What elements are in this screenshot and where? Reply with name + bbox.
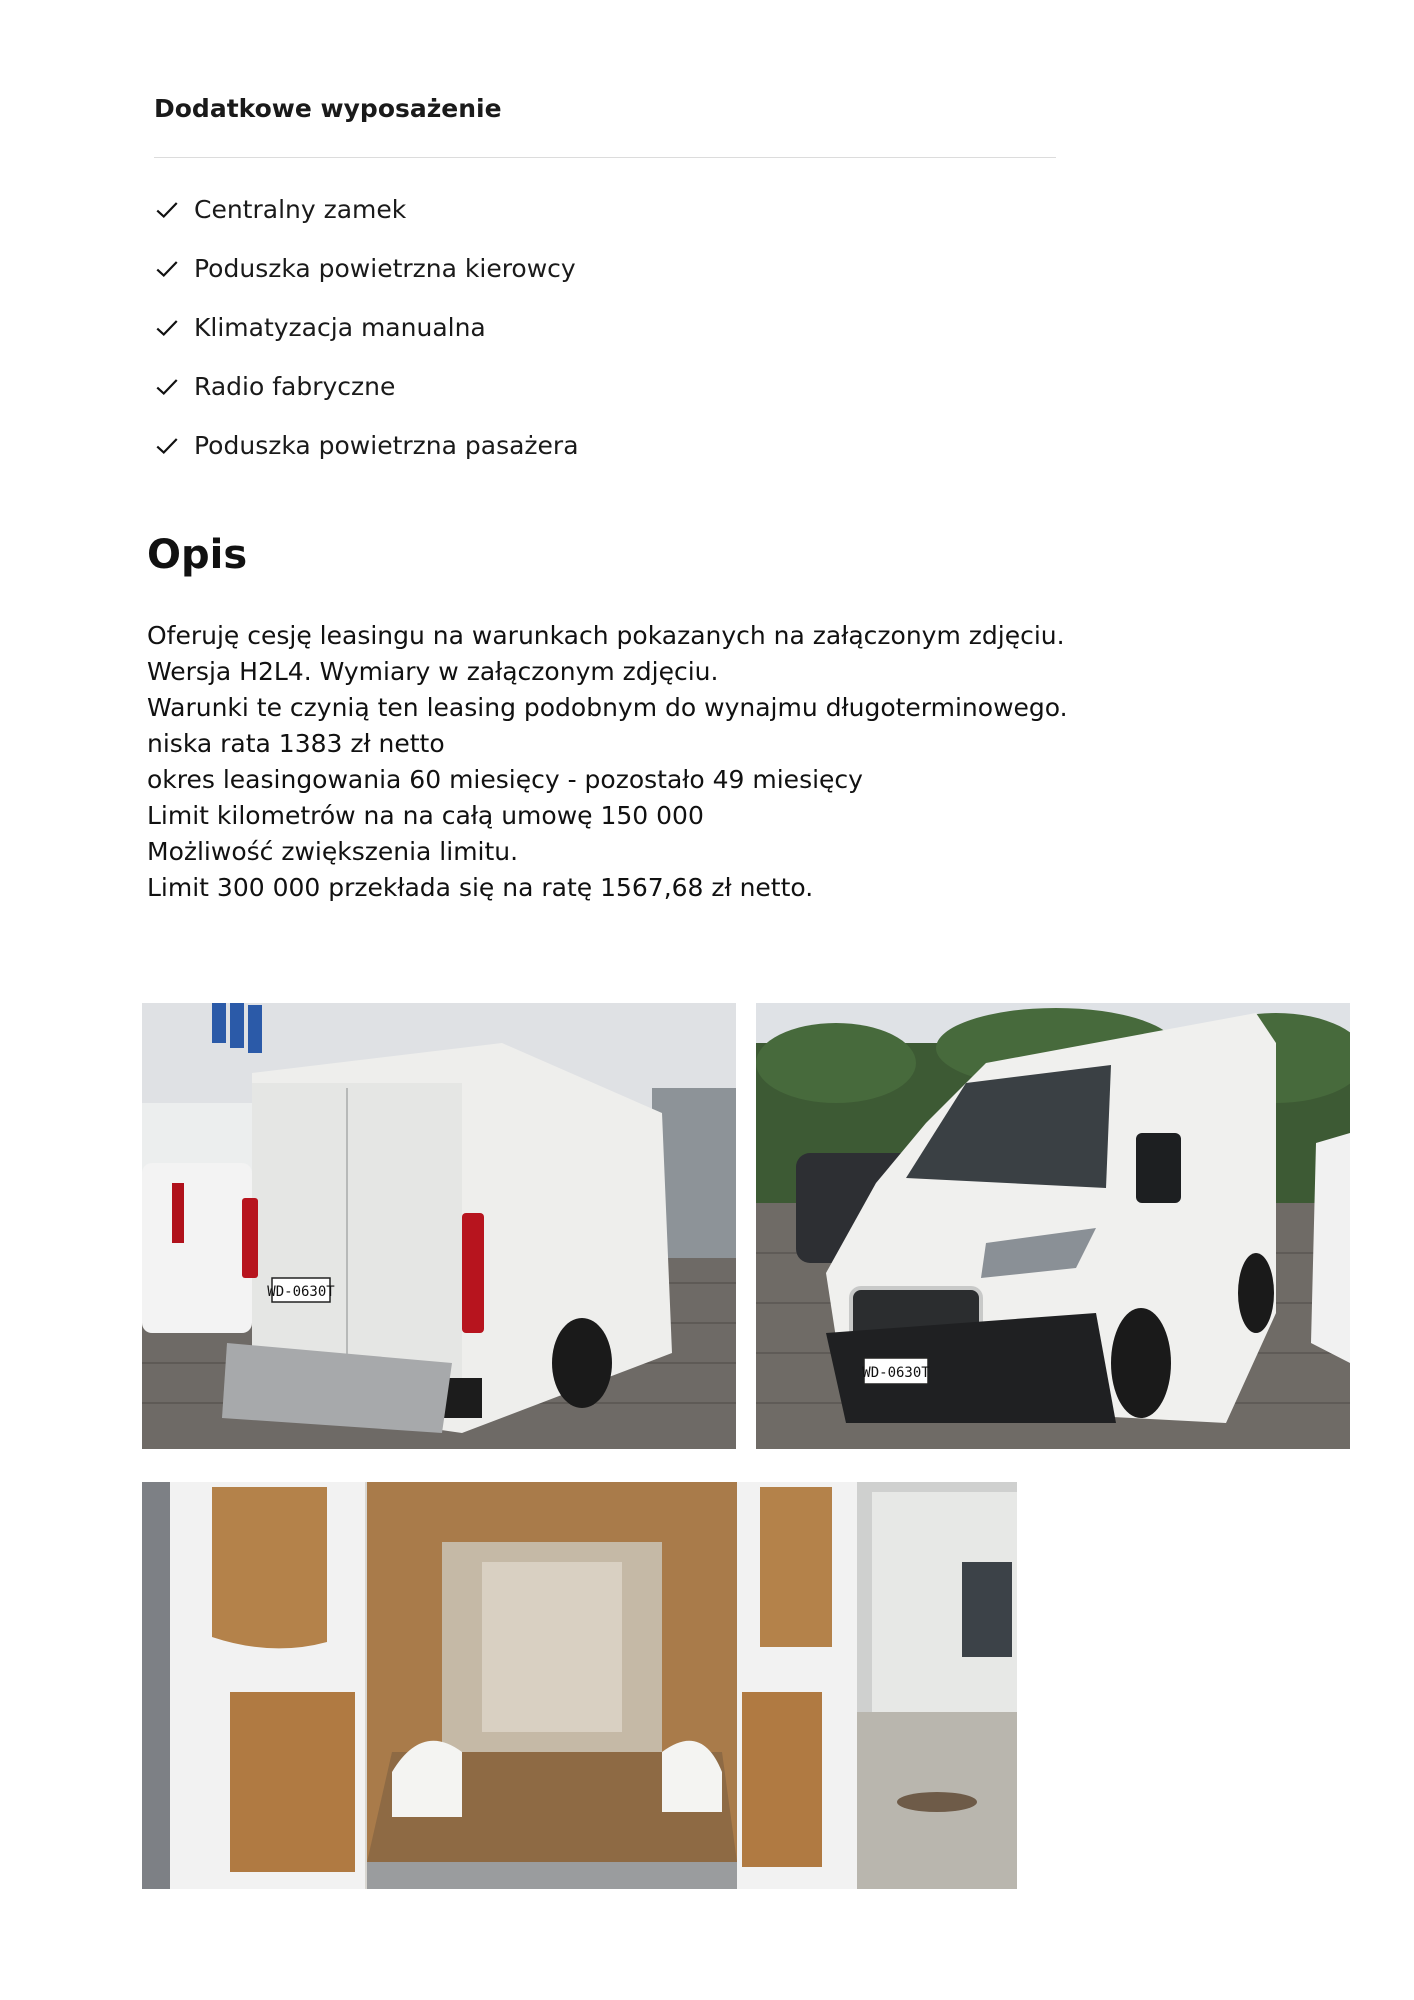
description-line: Możliwość zwiększenia limitu.: [147, 837, 519, 866]
check-icon: [154, 315, 180, 341]
rear-plate-text: WD-0630T: [267, 1284, 335, 1300]
description-text: [147, 618, 1147, 906]
photo-van-front[interactable]: [756, 1003, 1350, 1449]
equipment-item-label: Poduszka powietrzna pasażera: [194, 431, 579, 460]
description-line: Limit kilometrów na na całą umowę 150 000: [147, 801, 704, 830]
equipment-list: [154, 180, 579, 475]
equipment-item: [154, 180, 579, 239]
description-line: Limit 300 000 przekłada się na ratę 1567,68 zł netto.: [147, 873, 814, 902]
check-icon: [154, 433, 180, 459]
equipment-item-label: Radio fabryczne: [194, 372, 396, 401]
divider: [154, 157, 1056, 158]
equipment-item-label: Poduszka powietrzna kierowcy: [194, 254, 576, 283]
equipment-item: [154, 357, 579, 416]
check-icon: [154, 256, 180, 282]
equipment-item: [154, 239, 579, 298]
front-plate-text: WD-0630T: [862, 1365, 930, 1381]
equipment-item-label: Klimatyzacja manualna: [194, 313, 486, 342]
photo-van-interior[interactable]: [142, 1482, 1017, 1889]
equipment-item: [154, 298, 579, 357]
description-line: Warunki te czynią ten leasing podobnym do wynajmu długoterminowego.: [147, 693, 1068, 722]
photo-van-rear[interactable]: [142, 1003, 736, 1449]
description-line: Wersja H2L4. Wymiary w załączonym zdjęciu.: [147, 657, 719, 686]
check-icon: [154, 374, 180, 400]
description-line: okres leasingowania 60 miesięcy - pozostało 49 miesięcy: [147, 765, 863, 794]
equipment-item: [154, 416, 579, 475]
check-icon: [154, 197, 180, 223]
description-title: Opis: [147, 532, 248, 578]
equipment-title: Dodatkowe wyposażenie: [154, 94, 502, 123]
description-line: niska rata 1383 zł netto: [147, 729, 445, 758]
description-line: Oferuję cesję leasingu na warunkach pokazanych na załączonym zdjęciu.: [147, 621, 1065, 650]
equipment-item-label: Centralny zamek: [194, 195, 407, 224]
